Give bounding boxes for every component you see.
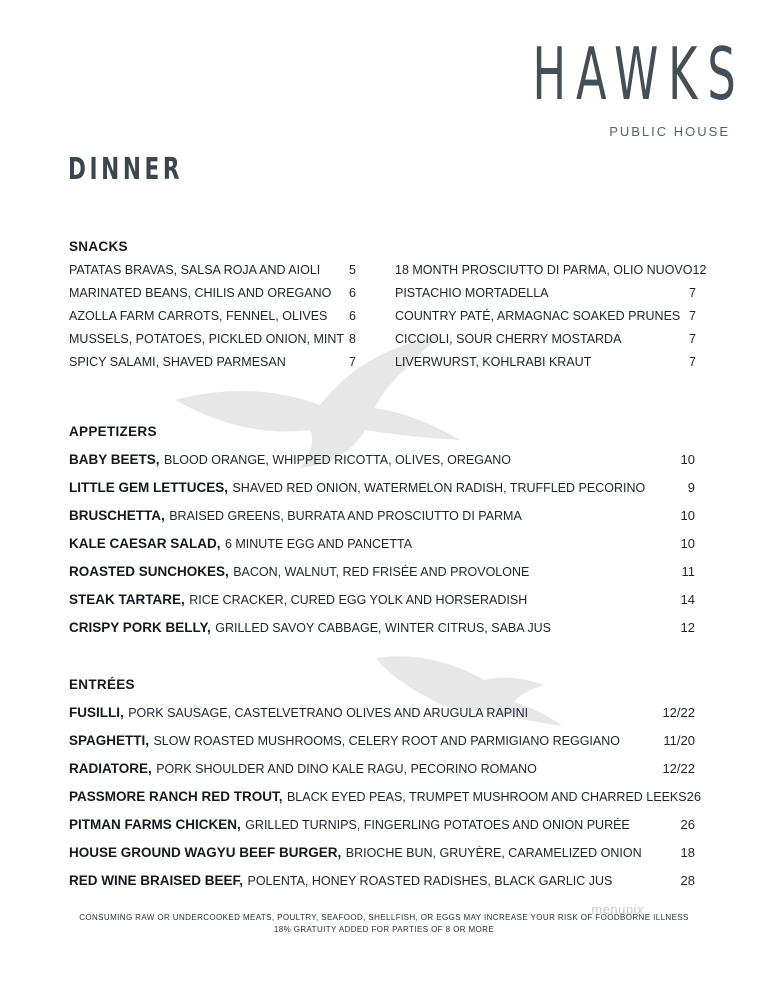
menu-item — [69, 732, 695, 760]
menu-item — [395, 308, 696, 331]
menu-item-description: BRAISED GREENS, BURRATA AND PROSCIUTTO DI PARMA — [169, 509, 522, 523]
menu-item-name: MUSSELS, POTATOES, PICKLED ONION, MINT — [69, 332, 345, 346]
menu-item — [69, 535, 695, 563]
menu-item-description: BRIOCHE BUN, GRUYÈRE, CARAMELIZED ONION — [345, 846, 642, 860]
menu-item — [69, 844, 695, 872]
page-title: DINNER — [68, 152, 184, 187]
brand-subtitle: PUBLIC HOUSE — [609, 124, 730, 139]
menu-item-name: RADIATORE, — [69, 761, 152, 776]
menu-item-name: CRISPY PORK BELLY, — [69, 620, 211, 635]
menu-item-name: 18 MONTH PROSCIUTTO DI PARMA, OLIO NUOVO — [395, 263, 693, 277]
brand-name: HAWKS — [532, 32, 746, 116]
menu-item-description: BLACK EYED PEAS, TRUMPET MUSHROOM AND CHARRED LEEKS — [286, 790, 687, 804]
menu-item — [395, 285, 696, 308]
menu-item — [69, 507, 695, 535]
menu-item — [69, 563, 695, 591]
menu-item — [69, 704, 695, 732]
section-title-snacks: SNACKS — [69, 239, 128, 254]
menu-item-name: KALE CAESAR SALAD, — [69, 536, 221, 551]
menu-item — [69, 285, 356, 308]
menu-item — [69, 872, 695, 900]
menu-item — [69, 451, 695, 479]
menu-item — [69, 479, 695, 507]
menu-item — [69, 308, 356, 331]
menu-item-description: BLOOD ORANGE, WHIPPED RICOTTA, OLIVES, OREGANO — [163, 453, 512, 467]
menu-item-name: MARINATED BEANS, CHILIS AND OREGANO — [69, 286, 332, 300]
menu-item-name: PISTACHIO MORTADELLA — [395, 286, 549, 300]
menu-item-price: 26 — [686, 789, 702, 804]
menu-item-description: PORK SAUSAGE, CASTELVETRANO OLIVES AND ARUGULA RAPINI — [128, 706, 529, 720]
menu-item-description: RICE CRACKER, CURED EGG YOLK AND HORSERADISH — [189, 593, 528, 607]
menu-item — [69, 788, 702, 816]
menu-item — [395, 354, 696, 377]
watermark-text: menupix — [591, 902, 644, 917]
menu-item-name: AZOLLA FARM CARROTS, FENNEL, OLIVES — [69, 309, 328, 323]
menu-item — [69, 262, 356, 285]
menu-item-price: 12/22 — [662, 705, 695, 720]
footer-notice — [0, 912, 768, 936]
menu-item-name: PATATAS BRAVAS, SALSA ROJA AND AIOLI — [69, 263, 321, 277]
menu-item-price: 10 — [680, 452, 695, 467]
menu-item-price: 11/20 — [663, 733, 695, 748]
menu-item — [69, 331, 356, 354]
menu-item — [69, 354, 356, 377]
menu-item — [395, 331, 696, 354]
menu-item-name: BRUSCHETTA, — [69, 508, 165, 523]
section-title-entrees: ENTRÉES — [69, 677, 135, 692]
menu-item — [69, 591, 695, 619]
menu-item-description: 6 MINUTE EGG AND PANCETTA — [224, 537, 413, 551]
menu-item-description: POLENTA, HONEY ROASTED RADISHES, BLACK GARLIC JUS — [247, 874, 613, 888]
menu-item-description: GRILLED SAVOY CABBAGE, WINTER CITRUS, SABA JUS — [215, 621, 551, 635]
menu-item-price: 9 — [687, 480, 695, 495]
footer-gratuity-note: 18% GRATUITY ADDED FOR PARTIES OF 8 OR MORE — [273, 925, 495, 934]
menu-item — [69, 619, 695, 647]
menu-item-name: SPICY SALAMI, SHAVED PARMESAN — [69, 355, 286, 369]
menu-item-description: SLOW ROASTED MUSHROOMS, CELERY ROOT AND PARMIGIANO REGGIANO — [153, 734, 620, 748]
menu-item-description: GRILLED TURNIPS, FINGERLING POTATOES AND ONION PURÉE — [245, 818, 630, 832]
menu-item-price: 7 — [689, 309, 696, 323]
menu-item-name: STEAK TARTARE, — [69, 592, 185, 607]
menu-item-name: ROASTED SUNCHOKES, — [69, 564, 229, 579]
menu-item-name: FUSILLI, — [69, 705, 124, 720]
menu-item-name: HOUSE GROUND WAGYU BEEF BURGER, — [69, 845, 342, 860]
menu-item-price: 5 — [349, 263, 356, 277]
menu-item — [69, 760, 695, 788]
menu-item — [395, 262, 707, 285]
menu-item-name: SPAGHETTI, — [69, 733, 150, 748]
menu-item-price: 12 — [680, 620, 695, 635]
menu-item-name: PITMAN FARMS CHICKEN, — [69, 817, 241, 832]
menu-item — [69, 816, 695, 844]
brand-logo — [402, 32, 746, 139]
menu-item-price: 7 — [689, 355, 696, 369]
section-title-appetizers: APPETIZERS — [69, 424, 157, 439]
entrees-list — [69, 704, 702, 900]
menu-item-price: 26 — [680, 817, 695, 832]
menu-item-name: PASSMORE RANCH RED TROUT, — [69, 789, 283, 804]
menu-item-name: COUNTRY PATÉ, ARMAGNAC SOAKED PRUNES — [395, 309, 681, 323]
menu-item-description: BACON, WALNUT, RED FRISÉE AND PROVOLONE — [233, 565, 530, 579]
snacks-list-left — [69, 262, 356, 377]
footer-allergy-warning: CONSUMING RAW OR UNDERCOOKED MEATS, POULTRY, SEAFOOD, SHELLFISH, OR EGGS MAY INCREASE YOUR RISK OF FOODBORNE ILLNESS — [79, 913, 689, 922]
menu-item-price: 7 — [689, 286, 696, 300]
menu-item-price: 7 — [689, 332, 696, 346]
menu-item-name: CICCIOLI, SOUR CHERRY MOSTARDA — [395, 332, 622, 346]
menu-item-price: 6 — [349, 309, 356, 323]
menu-item-price: 12 — [692, 263, 707, 277]
menu-item-description: PORK SHOULDER AND DINO KALE RAGU, PECORINO ROMANO — [156, 762, 537, 776]
menu-item-price: 18 — [680, 845, 695, 860]
menu-item-price: 6 — [349, 286, 356, 300]
menu-item-name: LITTLE GEM LETTUCES, — [69, 480, 228, 495]
snacks-list-right — [395, 262, 707, 377]
menu-item-name: RED WINE BRAISED BEEF, — [69, 873, 244, 888]
menu-item-description: SHAVED RED ONION, WATERMELON RADISH, TRUFFLED PECORINO — [232, 481, 646, 495]
menu-item-name: LIVERWURST, KOHLRABI KRAUT — [395, 355, 592, 369]
menu-item-price: 7 — [349, 355, 356, 369]
menu-item-price: 8 — [349, 332, 356, 346]
menu-item-name: BABY BEETS, — [69, 452, 160, 467]
menu-item-price: 11 — [681, 564, 695, 579]
appetizers-list — [69, 451, 695, 647]
menu-item-price: 14 — [680, 592, 695, 607]
menu-item-price: 28 — [680, 873, 695, 888]
menu-item-price: 10 — [680, 508, 695, 523]
menu-item-price: 10 — [680, 536, 695, 551]
menu-item-price: 12/22 — [662, 761, 695, 776]
